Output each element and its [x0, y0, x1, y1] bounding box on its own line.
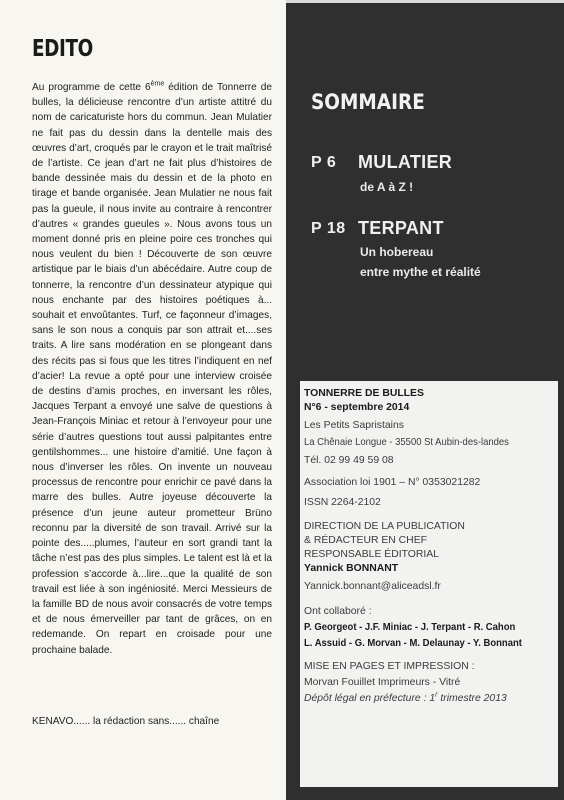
toc-page-number: P 6 [311, 154, 337, 171]
toc-page-number: P 18 [311, 220, 346, 237]
edito-text-start: Au programme de cette 6 [32, 82, 151, 93]
editor-name: Yannick BONNANT [304, 563, 399, 574]
contributors-label: Ont collaboré : [304, 606, 372, 617]
issn: ISSN 2264-2102 [304, 497, 381, 508]
toc-article-subtitle: entre mythe et réalité [360, 265, 481, 279]
toc-article-title[interactable]: TERPANT [358, 218, 444, 238]
direction-line: RESPONSABLE ÉDITORIAL [304, 549, 439, 560]
sommaire-title: SOMMAIRE [311, 90, 425, 114]
edito-title: EDITO [32, 36, 93, 62]
association-number: Association loi 1901 – N° 0353021282 [304, 477, 481, 488]
magazine-name: TONNERRE DE BULLES [304, 388, 424, 399]
edition-superscript: ème [150, 80, 165, 88]
toc-article-subtitle: de A à Z ! [360, 180, 414, 194]
contributors-line: L. Assuid - G. Morvan - M. Delaunay - Y. Bonnant [304, 638, 522, 649]
contributors-line: P. Georgeot - J.F. Miniac - J. Terpant - R. Cahon [304, 622, 516, 633]
direction-line: DIRECTION DE LA PUBLICATION [304, 521, 465, 532]
edito-text-rest: édition de Tonnerre de bulles, la délicieuse rencontre d’un artiste attitré du nom de caricaturiste hors du commun. Jean Mulatier ne fait pas du dessin dans la dentelle mais des œuvres d’art, croqués par le crayon et le trait maîtrisé de l’artiste. Ce jean d’art ne fait plus d’histoires de bande dessinée mais du dessin et de la photo en tirage et bande organisée. Jean Mulatier ne nous fait pas la gueule, il nous invite au contraire à rencontrer d’autres « grandes gueules ». Nous avons tous un moment donné pris en pleine poire ces tronches qui nous veulent du bien ! Découverte de son œuvre artistique par le biais d’un abécédaire. Autre coup de tonnerre, la rencontre d’un dessinateur atypique qui nous enchante par des histoires poétiques à... souhait et envoûtantes. Turf, ce façonneur d’images, sans le son nous a conquis par son attrait et....ses traits. A lire sans modération en se plongeant dans des récits pas si fous que les titres l’indiquent en nef d’acier! La revue a opté pour une interview croisée de destins d’amis proches, en inversant les rôles, Jacques Terpant a envoyé une salve de questions à Jean-François Miniac et retour à l’envoyeur pour une série d’autres questions tout aussi palpitantes entre gentilshommes... une histoire d’amitié. Une façon à nous d’inverser les rôles. On invente un nouveau processus de rencontre pour enrichir ce pavé dans la marre des bulles. Autre joyeuse découverte la présence d’un jeune auteur prometteur Brüno reconnu par la diversité de son travail. Arrivé sur la pointe des.....plumes, l’auteur en sort grandi tant la tâche n’est pas des plus simples. Le talent est là et la profession s’accorde à...lire...que la qualité de son travail est liée à son ingéniosité. Merci Messieurs de la famille BD de nous avoir consacrés de votre temps et de nous émerveiller par tant de grâces, on en redemande. On repart en croisade pour une prochaine balade. [32, 82, 272, 656]
legal-deposit-text: Dépôt légal en préfecture : 1 [304, 693, 436, 704]
edito-signoff: KENAVO...... la rédaction sans...... chaîne [32, 716, 220, 727]
edito-body [32, 80, 272, 658]
legal-superscript: r [435, 691, 438, 699]
toc-article-subtitle: Un hobereau [360, 245, 434, 259]
layout-print-label: MISE EN PAGES ET IMPRESSION : [304, 661, 475, 672]
issue-info: N°6 - septembre 2014 [304, 402, 410, 413]
publisher: Les Petits Sapristains [304, 420, 404, 431]
phone: Tél. 02 99 49 59 08 [304, 455, 394, 466]
legal-deposit [304, 693, 507, 705]
printer: Morvan Fouillet Imprimeurs - Vitré [304, 677, 461, 688]
toc-article-title[interactable]: MULATIER [358, 152, 453, 172]
panel-top-border [286, 0, 564, 3]
address: La Chênaie Longue - 35500 St Aubin-des-landes [304, 437, 509, 448]
editor-email[interactable]: Yannick.bonnant@aliceadsl.fr [304, 581, 441, 592]
legal-deposit-text-end: trimestre 2013 [437, 693, 507, 704]
direction-line: & RÉDACTEUR EN CHEF [304, 535, 427, 546]
